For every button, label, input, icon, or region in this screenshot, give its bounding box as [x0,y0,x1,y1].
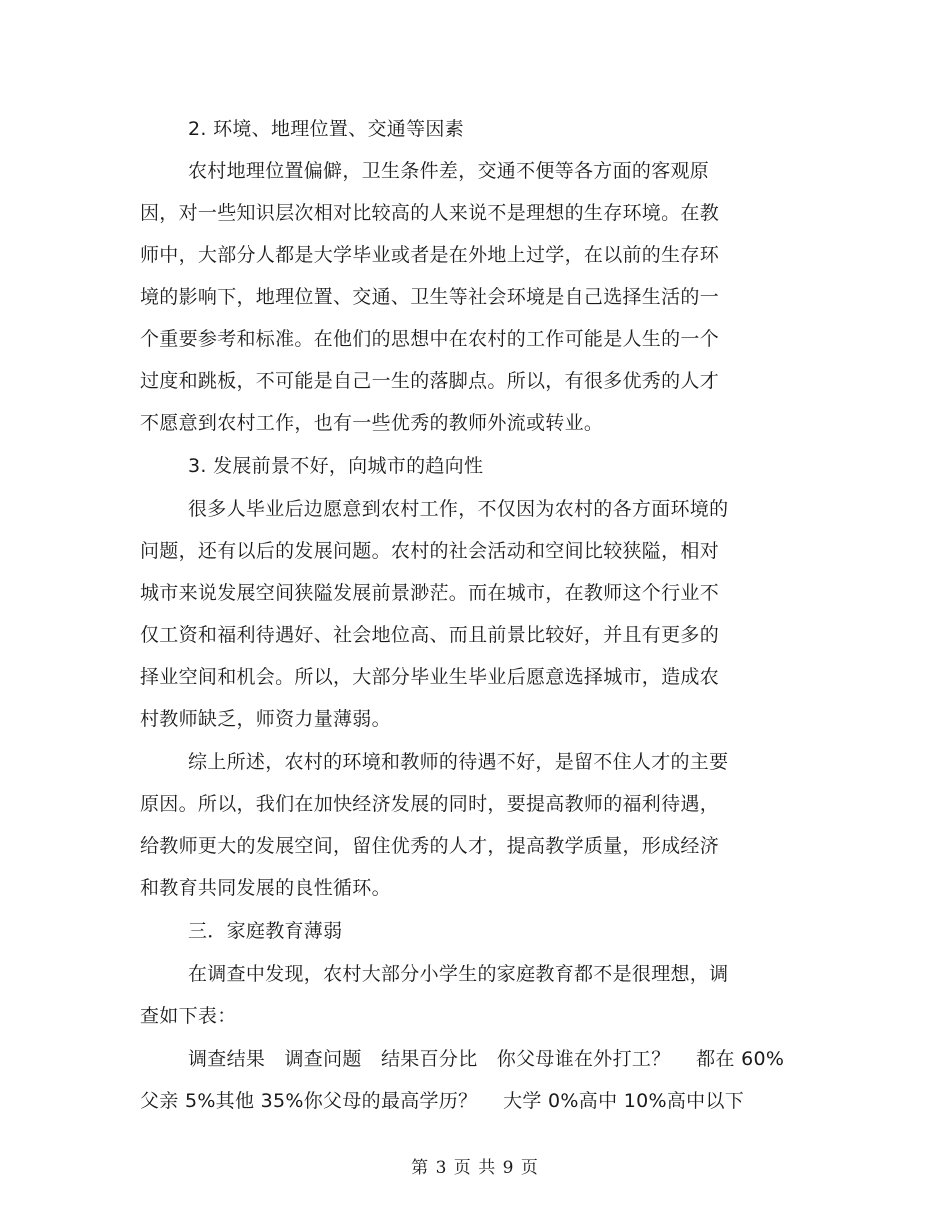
paragraph-line: 个重要参考和标准。在他们的思想中在农村的工作可能是人生的一个 [140,328,720,350]
paragraph-line: 仅工资和福利待遇好、社会地位高、而且前景比较好，并且有更多的 [140,624,720,646]
paragraph-line: 和教育共同发展的良性循环。 [140,877,391,899]
paragraph-line: 原因。所以，我们在加快经济发展的同时，要提高教师的福利待遇， [140,793,720,815]
paragraph-line: 不愿意到农村工作，也有一些优秀的教师外流或转业。 [140,412,604,434]
page-number-footer: 第 3 页 共 9 页 [411,1158,539,1178]
survey-table-line: 父亲 5%其他 35%你父母的最高学历？ 大学 0%高中 10%高中以下 [140,1090,745,1112]
paragraph-line: 师中，大部分人都是大学毕业或者是在外地上过学，在以前的生存环 [140,244,720,266]
paragraph-line: 城市来说发展空间狭隘发展前景渺茫。而在城市，在教师这个行业不 [140,582,720,604]
paragraph-line: 综上所述，农村的环境和教师的待遇不好，是留不住人才的主要 [188,751,729,773]
paragraph-line: 过度和跳板，不可能是自己一生的落脚点。所以，有很多优秀的人才 [140,370,720,392]
paragraph-line: 农村地理位置偏僻，卫生条件差，交通不便等各方面的客观原 [188,160,710,182]
paragraph-line: 很多人毕业后边愿意到农村工作，不仅因为农村的各方面环境的 [188,498,729,520]
paragraph-line: 境的影响下，地理位置、交通、卫生等社会环境是自己选择生活的一 [140,286,720,308]
paragraph-line: 问题，还有以后的发展问题。农村的社会活动和空间比较狭隘，相对 [140,540,720,562]
section-heading: 2. 环境、地理位置、交通等因素 [188,118,464,140]
paragraph-line: 给教师更大的发展空间，留住优秀的人才，提高教学质量，形成经济 [140,835,720,857]
survey-table-line: 调查结果 调查问题 结果百分比 你父母谁在外打工？ 都在 60% [188,1048,785,1070]
paragraph-line: 村教师缺乏，师资力量薄弱。 [140,708,391,730]
section-heading: 3. 发展前景不好，向城市的趋向性 [188,455,484,477]
paragraph-line: 查如下表： [140,1005,237,1027]
section-heading: 三．家庭教育薄弱 [188,920,343,942]
paragraph-line: 在调查中发现，农村大部分小学生的家庭教育都不是很理想，调 [188,963,729,985]
paragraph-line: 择业空间和机会。所以，大部分毕业生毕业后愿意选择城市，造成农 [140,666,720,688]
paragraph-line: 因，对一些知识层次相对比较高的人来说不是理想的生存环境。在教 [140,202,720,224]
